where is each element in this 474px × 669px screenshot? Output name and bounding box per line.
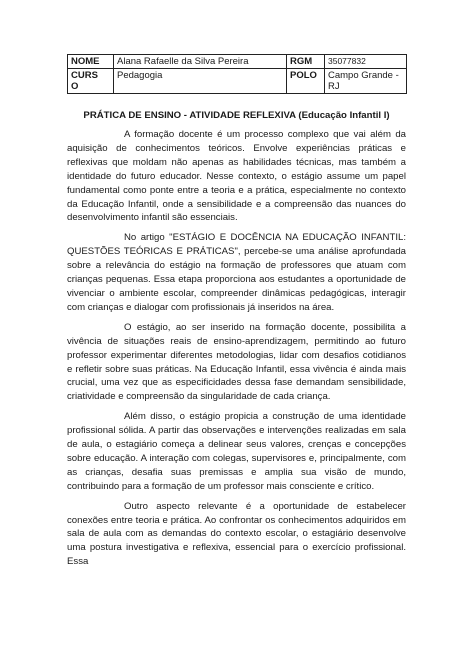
student-info-table (67, 54, 407, 94)
info-row-2 (68, 69, 407, 94)
paragraph-4: Além disso, o estágio propicia a construção de uma identidade profissional sólida. A partir das observações e intervenções realizadas em sala de aula, o estagiário começa a delinear seus valores, crenças e concepções sobre educação. A interação com colegas, supervisores e, principalmente, com as crianças, desafia suas premissas e amplia sua visão de mundo, contribuindo para a formação de um professor mais consciente e crítico. (67, 411, 406, 492)
document-title: PRÁTICA DE ENSINO - ATIVIDADE REFLEXIVA (Educação Infantil I) (83, 110, 390, 121)
rgm-label: RGM (287, 55, 325, 69)
paragraph-1: A formação docente é um processo complexo que vai além da aquisição de conhecimentos teóricos. Envolve experiências práticas e reflexivas que moldam não apenas as habilidades técnicas, mas também a identidade do futuro educador. Nesse contexto, o estágio assume um papel fundamental como ponte entre a teoria e a prática, especialmente no contexto da Educação Infantil, onde a sensibilidade e a compreensão das nuances do desenvolvimento infantil são essenciais. (67, 129, 406, 224)
paragraph-5: Outro aspecto relevante é a oportunidade de estabelecer conexões entre teoria e prática. Ao confrontar os conhecimentos adquiridos em sala de aula com as demandas do contexto escolar, o estagiário desenvolve uma postura investigativa e reflexiva, essencial para o exercício profissional. Essa (67, 500, 406, 568)
curso-label: CURS O (68, 69, 114, 94)
polo-label: POLO (287, 69, 325, 94)
info-row-1 (68, 55, 407, 69)
polo-value: Campo Grande - RJ (325, 69, 407, 94)
paragraph-2: No artigo "ESTÁGIO E DOCÊNCIA NA EDUCAÇÃO INFANTIL: QUESTÕES TEÓRICAS E PRÁTICAS", percebe-se uma análise aprofundada sobre a relevância do estágio na formação de professores que atuam com crianças pequenas. Essa etapa proporciona aos estudantes a oportunidade de vivenciar o ambiente escolar, compreender dinâmicas pedagógicas, interagir com crianças e dialogar com profissionais já inseridos na área. (67, 232, 406, 313)
document-body (67, 128, 406, 648)
nome-label: NOME (68, 55, 114, 69)
rgm-value: 35077832 (325, 55, 407, 69)
curso-value: Pedagogia (114, 69, 287, 94)
nome-value: Alana Rafaelle da Silva Pereira (114, 55, 287, 69)
paragraph-3: O estágio, ao ser inserido na formação docente, possibilita a vivência de situações reais de ensino-aprendizagem, permitindo ao futuro professor experimentar diferentes metodologias, lidar com desafios cotidianos e refletir sobre suas práticas. Na Educação Infantil, essa vivência é ainda mais crucial, uma vez que as especificidades dessa fase demandam sensibilidade, criatividade e compreensão da singularidade de cada criança. (67, 321, 406, 403)
